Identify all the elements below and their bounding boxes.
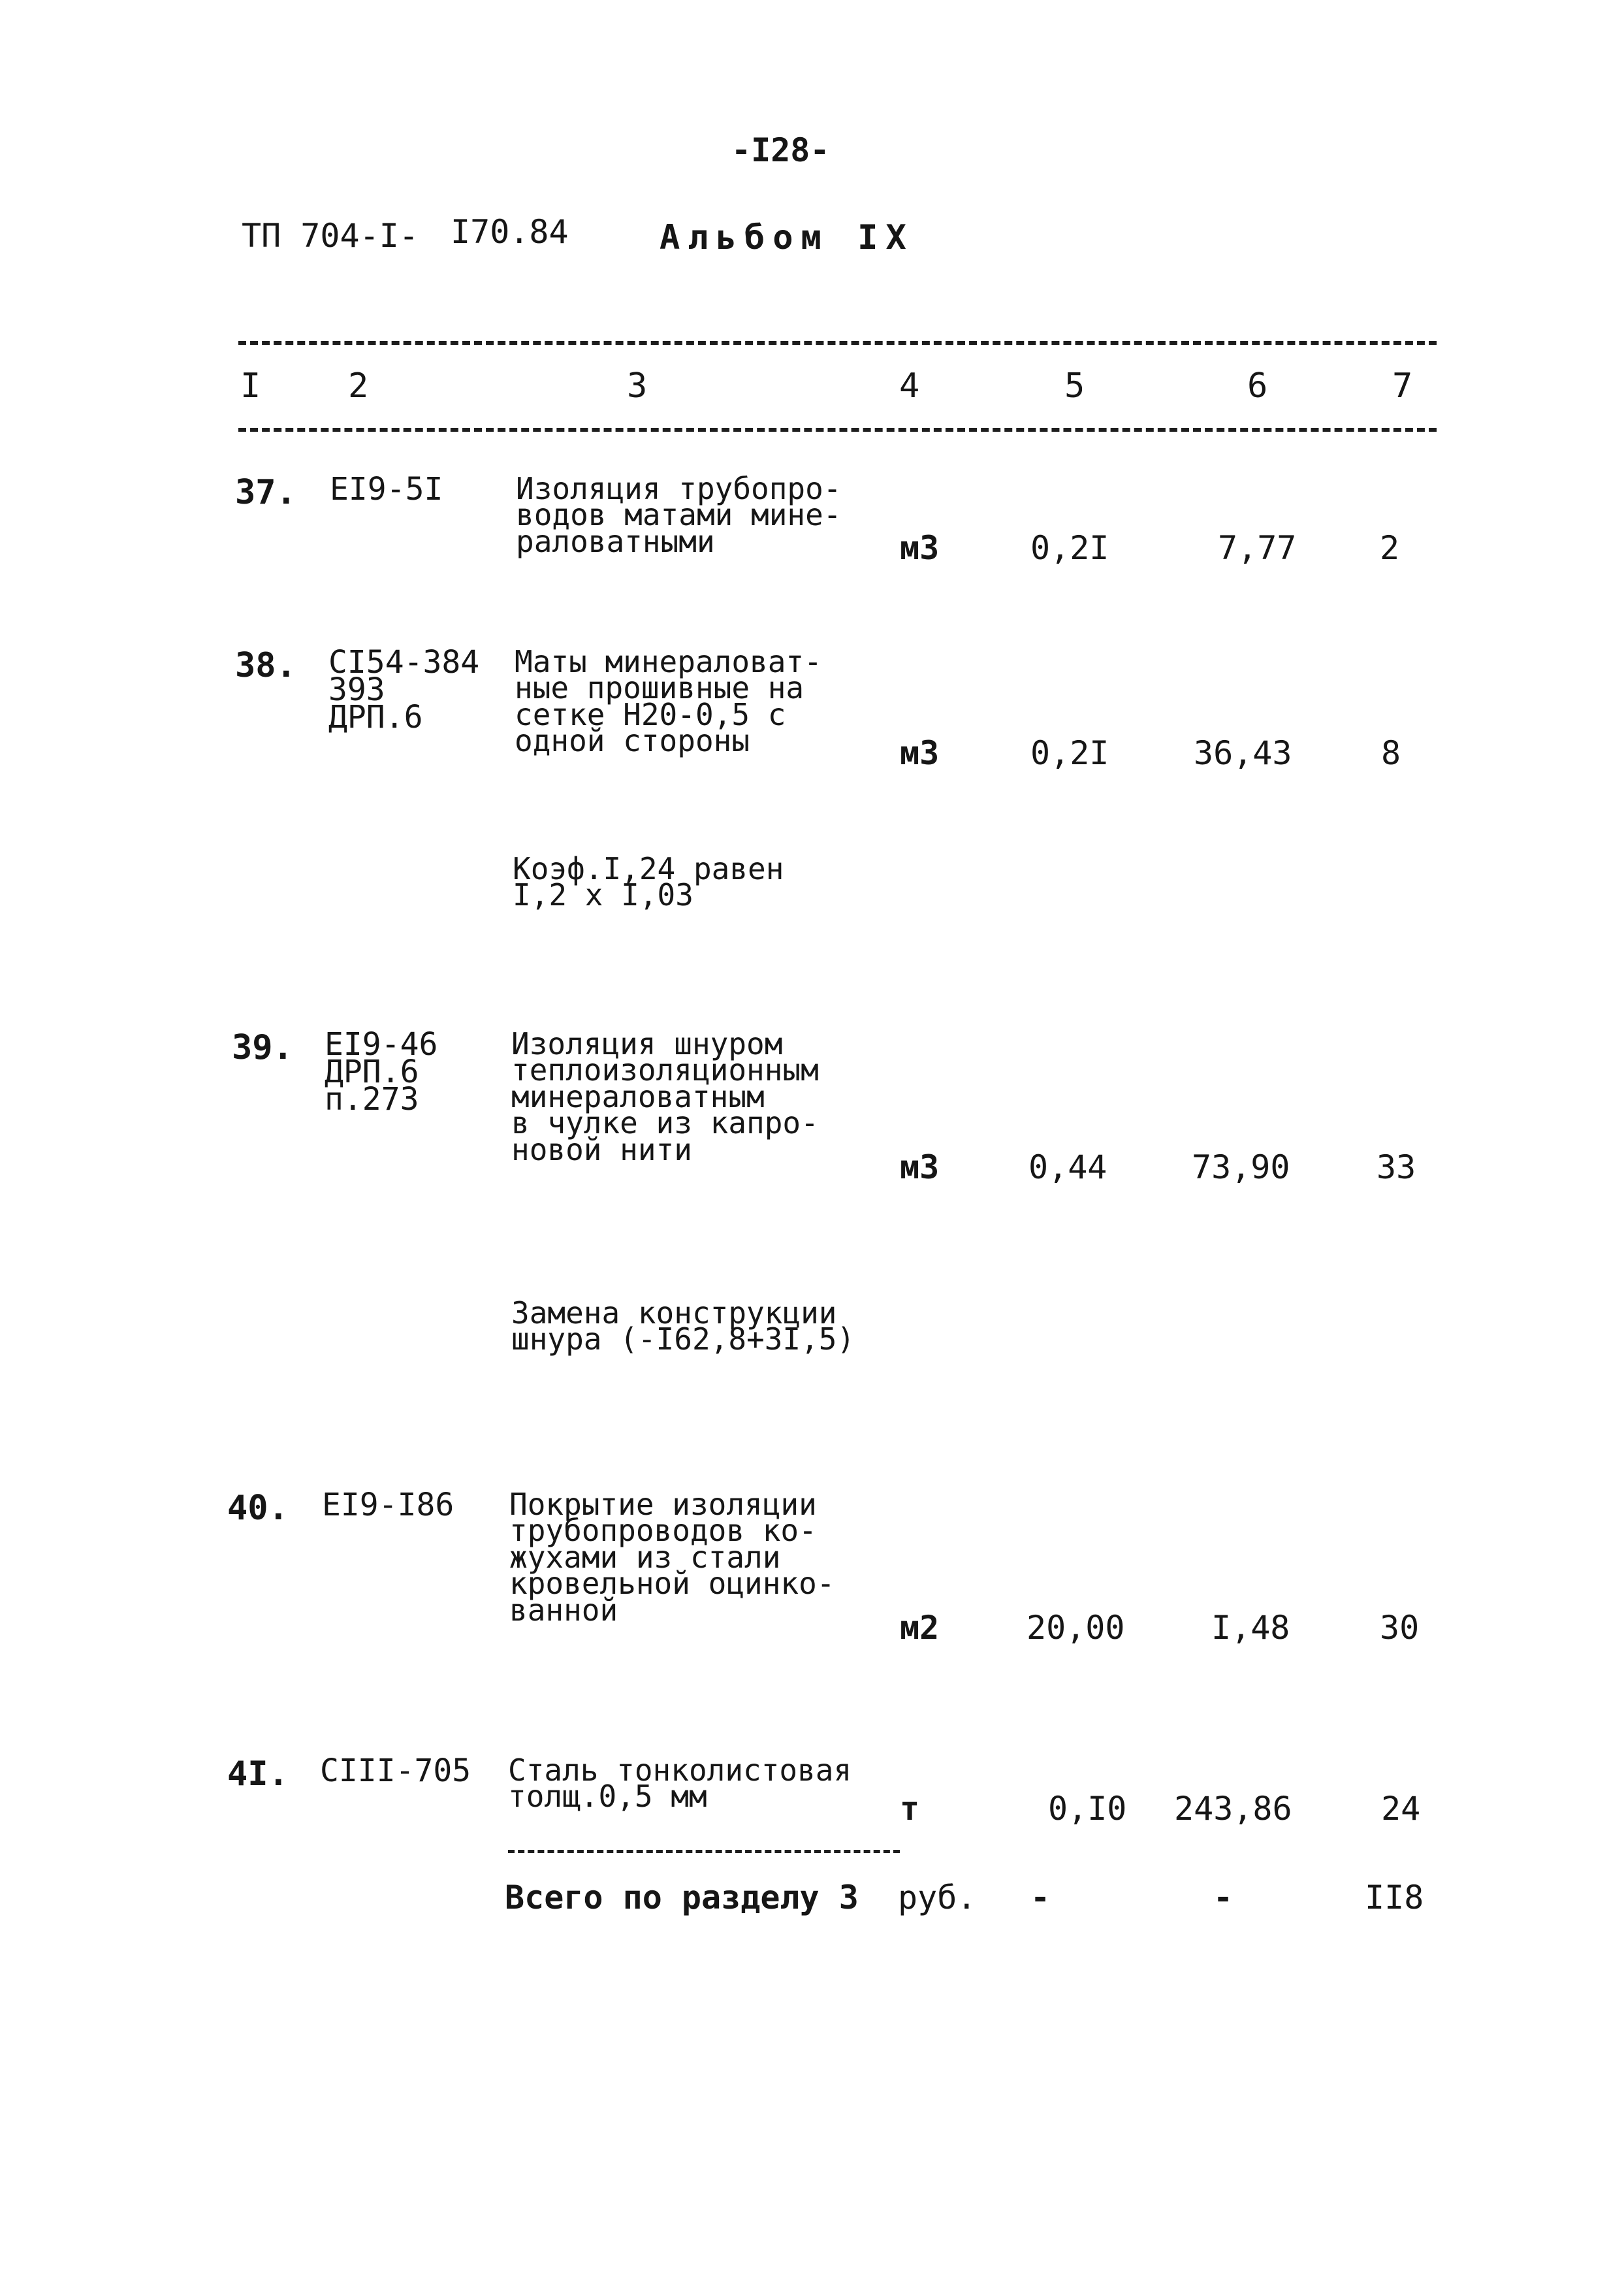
row-price: I,48 — [1211, 1609, 1290, 1647]
row-number: 39. — [232, 1028, 293, 1067]
row-number: 4I. — [227, 1754, 289, 1794]
summary-unit: руб. — [898, 1879, 977, 1916]
row-total: 33 — [1377, 1148, 1416, 1186]
column-header-5: 5 — [1064, 366, 1085, 406]
row-description: Изоляция трубопро- водов матами мине- раловатными — [516, 471, 842, 559]
row-note: Коэф.I,24 равен I,2 x I,03 — [513, 851, 784, 913]
row-description: Сталь тонколистовая толщ.0,5 мм — [508, 1753, 852, 1815]
row-quantity: 0,2I — [1030, 529, 1109, 567]
row-total: 2 — [1380, 529, 1400, 567]
row-number: 38. — [235, 646, 296, 685]
column-header-6: 6 — [1247, 366, 1268, 406]
row-total: 8 — [1381, 734, 1401, 772]
column-header-3: 3 — [627, 366, 648, 406]
row-unit: м2 — [900, 1609, 940, 1647]
summary-rule — [508, 1850, 900, 1853]
row-price: 7,77 — [1218, 529, 1297, 567]
row-description: Покрытие изоляции трубопроводов ко- жухами из стали кровельной оцинко- ванной — [509, 1487, 835, 1628]
row-number: 37. — [235, 473, 296, 512]
row-note: Замена конструкции шнура (-I62,8+3I,5) — [511, 1295, 855, 1357]
row-number: 40. — [227, 1489, 289, 1528]
table-top-rule — [238, 341, 1437, 345]
summary-price: - — [1213, 1879, 1234, 1916]
column-header-4: 4 — [899, 366, 920, 406]
album-title: Альбом IX — [660, 218, 914, 257]
row-price: 36,43 — [1194, 734, 1292, 772]
row-description: Изоляция шнуром теплоизоляционным минераловатным в чулке из капро- новой нити — [511, 1026, 819, 1167]
page-number: -I28- — [731, 131, 830, 169]
row-code: EI9-5I — [330, 471, 443, 508]
document-code: ТП 704-I- — [242, 217, 419, 255]
column-header-7: 7 — [1392, 366, 1413, 406]
row-quantity: 0,44 — [1028, 1148, 1107, 1186]
row-total: 30 — [1380, 1609, 1420, 1647]
document-number: I70.84 — [451, 213, 569, 251]
row-price: 243,86 — [1174, 1790, 1292, 1828]
row-description: Маты минераловат- ные прошивные на сетке Н20-0,5 с одной стороны — [515, 644, 822, 759]
header-bottom-rule — [238, 428, 1437, 432]
row-code: CI54-384 393 ДРП.6 — [328, 644, 480, 736]
row-quantity: 0,I0 — [1048, 1790, 1127, 1828]
row-unit: т — [900, 1790, 920, 1828]
row-unit: м3 — [900, 529, 940, 567]
summary-quantity: - — [1030, 1879, 1051, 1916]
row-code: EI9-46 ДРП.6 п.273 — [325, 1026, 438, 1118]
row-code: EI9-I86 — [322, 1487, 454, 1523]
row-code: CIII-705 — [320, 1753, 471, 1789]
row-price: 73,90 — [1192, 1148, 1290, 1186]
summary-label: Всего по разделу 3 — [505, 1879, 859, 1916]
column-header-2: 2 — [348, 366, 369, 406]
row-unit: м3 — [900, 1148, 940, 1186]
row-quantity: 0,2I — [1030, 734, 1109, 772]
column-header-1: I — [240, 366, 261, 406]
summary-total: II8 — [1365, 1879, 1424, 1916]
row-total: 24 — [1381, 1790, 1421, 1828]
row-unit: м3 — [900, 734, 940, 772]
row-quantity: 20,00 — [1027, 1609, 1125, 1647]
